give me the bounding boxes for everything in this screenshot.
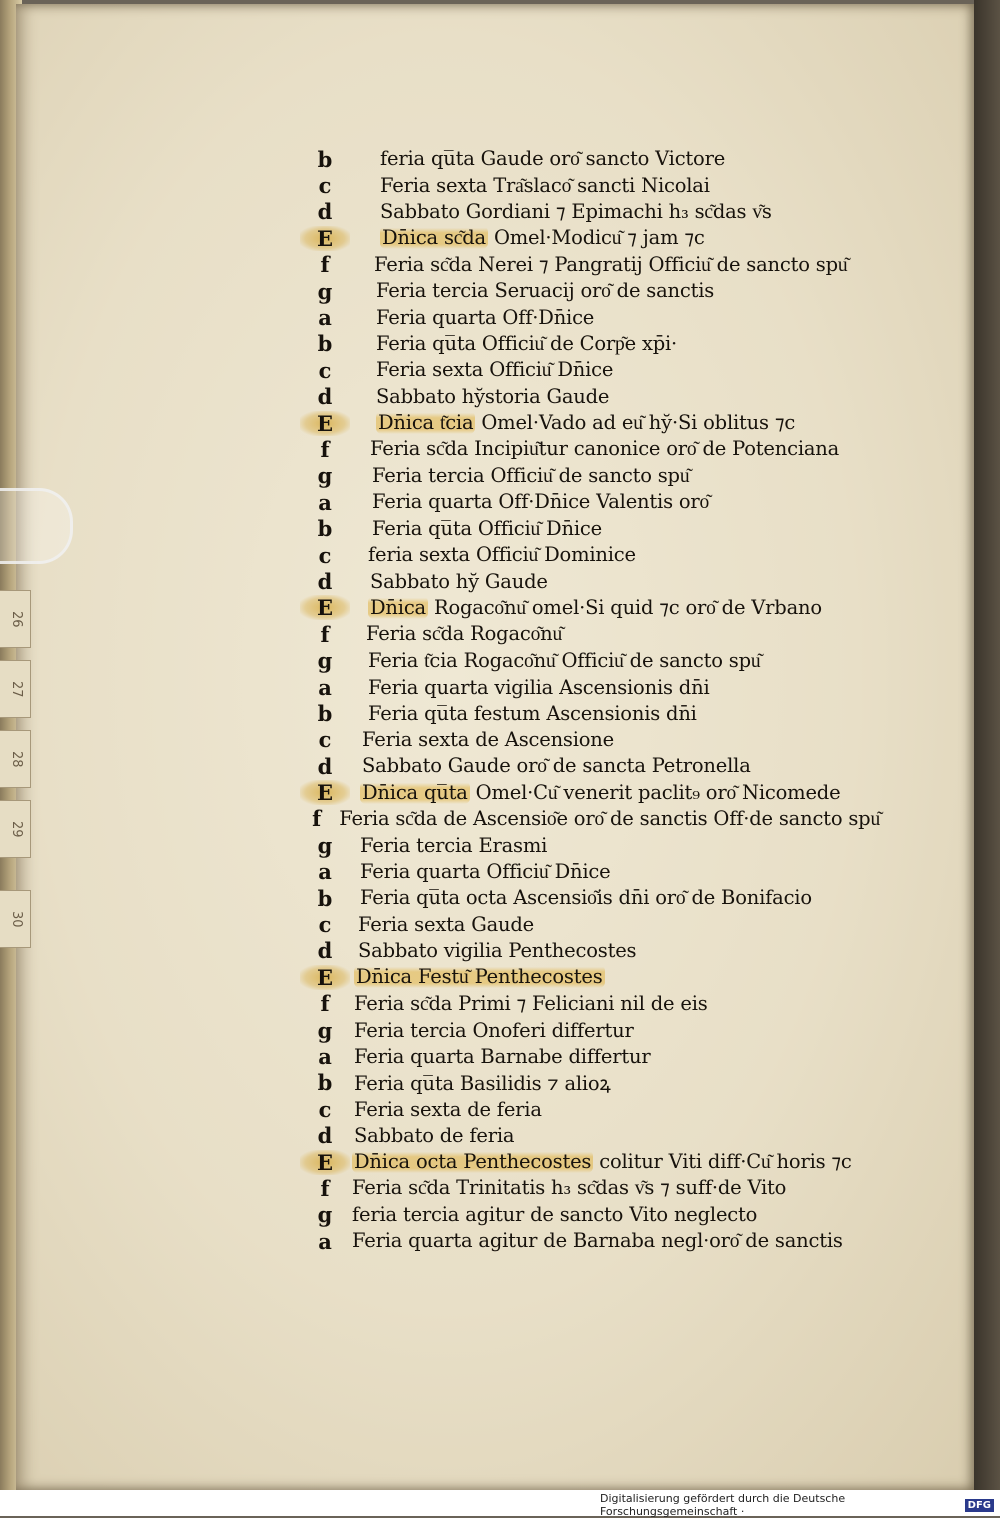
calendar-row bbox=[300, 779, 880, 805]
index-tab: 27 bbox=[0, 660, 31, 718]
entry-text: Feria quarta Barnabe differtur bbox=[354, 1044, 651, 1068]
dominical-letter: E bbox=[300, 595, 350, 620]
calendar-row bbox=[300, 938, 880, 964]
calendar-row bbox=[300, 1017, 880, 1043]
dominical-letter: b bbox=[317, 1070, 333, 1096]
dominical-letter: E bbox=[300, 965, 350, 990]
rubricated-text: Dn̄ica bbox=[370, 595, 426, 619]
dominical-letter: d bbox=[317, 1123, 333, 1149]
calendar-row bbox=[300, 1228, 880, 1254]
calendar-row bbox=[300, 225, 880, 251]
entry-text: Feria sc͂da de Ascensio͂e oro͂ de sanctis Off·de sancto spu͂ bbox=[339, 806, 880, 830]
calendar-row bbox=[300, 252, 880, 278]
entry-text: Feria sc͂da Primi ⁊ Feliciani nil de eis bbox=[354, 991, 708, 1015]
entry-text: Feria sc͂da Rogaco͂nu͂ bbox=[366, 622, 563, 646]
calendar-entry bbox=[354, 1019, 634, 1042]
entry-text: Omel·Vado ad eu͂ hy̆·Si oblitus ⁊c bbox=[475, 411, 796, 435]
dominical-letter: f bbox=[320, 436, 330, 462]
entry-text: Feria qu̅ta Officiu͂ de Corp͂e xp̄i· bbox=[376, 331, 678, 355]
calendar-entry bbox=[354, 1124, 514, 1147]
dominical-letter: b bbox=[317, 885, 333, 911]
calendar-row bbox=[300, 515, 880, 541]
calendar-entry bbox=[368, 676, 709, 699]
calendar-entry bbox=[360, 886, 812, 910]
entry-text: Feria sexta Tra͂slaco͂ sancti Nicolai bbox=[380, 173, 710, 197]
entry-text: Feria sc͂da Trinitatis h₃ sc͂das v͂s ⁊ suff·de Vito bbox=[352, 1176, 787, 1200]
entry-text: Feria tercia Onoferi differtur bbox=[354, 1018, 634, 1042]
dominical-letter: c bbox=[318, 542, 332, 568]
calendar-row bbox=[300, 727, 880, 753]
entry-text: colitur Viti diff·Cu͂ horis ⁊c bbox=[593, 1150, 852, 1174]
calendar-row bbox=[300, 542, 880, 568]
rubricated-text: Dn̄ica Festu͂ Penthecostes bbox=[356, 965, 603, 989]
dominical-letter: c bbox=[318, 173, 332, 199]
entry-text: Feria sc͂da Nerei ⁊ Pangratij Officiu͂ de sancto spu͂ bbox=[374, 252, 848, 276]
entry-text: Feria sexta de feria bbox=[354, 1097, 542, 1121]
dominical-letter: g bbox=[317, 1202, 333, 1228]
calendar-entry bbox=[352, 1176, 786, 1200]
dominical-letter: a bbox=[318, 859, 332, 885]
dominical-letter: c bbox=[318, 357, 332, 383]
entry-text: Sabbato hy̆storia Gaude bbox=[376, 385, 610, 409]
dominical-letter: E bbox=[300, 1150, 350, 1175]
calendar-row bbox=[300, 199, 880, 225]
dominical-letter: E bbox=[300, 411, 350, 436]
calendar-row bbox=[300, 410, 880, 436]
calendar-entry bbox=[339, 807, 880, 831]
index-tab: 26 bbox=[0, 590, 31, 648]
calendar-entry bbox=[376, 358, 613, 382]
entry-text: Feria quarta vigilia Ascensionis dn̄i bbox=[368, 675, 710, 699]
calendar-entry bbox=[354, 965, 605, 989]
calendar-row bbox=[300, 568, 880, 594]
entry-text: Feria quarta Off·Dn̄ice bbox=[376, 306, 595, 330]
dominical-letter: E bbox=[300, 226, 350, 251]
calendar-entry bbox=[368, 596, 822, 620]
calendar-row bbox=[300, 384, 880, 410]
dominical-letter: f bbox=[320, 1175, 330, 1201]
entry-text: Feria quarta Off·Dn̄ice Valentis oro͂ bbox=[372, 490, 710, 514]
entry-text: feria tercia agitur de sancto Vito neglecto bbox=[352, 1203, 758, 1227]
dominical-letter: a bbox=[318, 305, 332, 331]
calendar-entry bbox=[358, 939, 636, 962]
calendar-entry bbox=[352, 1203, 757, 1226]
entry-text: Feria sexta de Ascensione bbox=[362, 728, 615, 752]
entry-text: feria qu̅ta Gaude oro͂ sancto Victore bbox=[380, 147, 726, 171]
dominical-letter: a bbox=[318, 1228, 332, 1254]
calendar-row bbox=[300, 1149, 880, 1175]
dominical-letter: b bbox=[317, 331, 333, 357]
calendar-entry bbox=[368, 702, 697, 725]
calendar-entry bbox=[380, 200, 772, 224]
calendar-listing bbox=[300, 146, 880, 1254]
dominical-letter: g bbox=[317, 1017, 333, 1043]
dominical-letter: f bbox=[320, 991, 330, 1017]
calendar-row bbox=[300, 436, 880, 462]
calendar-row bbox=[300, 1122, 880, 1148]
calendar-entry bbox=[376, 332, 677, 356]
dominical-letter: a bbox=[318, 674, 332, 700]
entry-text: Sabbato de feria bbox=[354, 1124, 515, 1148]
calendar-entry bbox=[360, 860, 611, 884]
calendar-row bbox=[300, 674, 880, 700]
entry-text: Feria t͂cia Rogaco͂nu͂ Officiu͂ de sancto spu͂ bbox=[368, 648, 761, 672]
calendar-row bbox=[300, 991, 880, 1017]
entry-text: Rogaco͂nu͂ omel·Si quid ⁊c oro͂ de Vrbano bbox=[427, 595, 822, 619]
dominical-letter: g bbox=[317, 832, 333, 858]
calendar-entry bbox=[352, 1150, 852, 1174]
calendar-row bbox=[300, 172, 880, 198]
dominical-letter: c bbox=[318, 1096, 332, 1122]
index-tab: 29 bbox=[0, 800, 31, 858]
calendar-entry bbox=[358, 913, 534, 936]
calendar-entry bbox=[360, 781, 840, 805]
entry-text: Feria tercia Officiu͂ de sancto spu͂ bbox=[372, 463, 690, 487]
entry-text: Feria sexta Officiu͂ Dn̄ice bbox=[376, 358, 614, 382]
calendar-entry bbox=[372, 490, 709, 514]
calendar-row bbox=[300, 911, 880, 937]
calendar-row bbox=[300, 806, 880, 832]
entry-text: Feria sexta Gaude bbox=[358, 913, 534, 937]
entry-text: Feria tercia Seruacij oro͂ de sanctis bbox=[376, 279, 715, 303]
calendar-entry bbox=[372, 517, 602, 541]
footer-text: Digitalisierung gefördert durch die Deutsche Forschungsgemeinschaft · bbox=[600, 1492, 846, 1518]
calendar-entry bbox=[380, 226, 705, 250]
dominical-letter: b bbox=[317, 146, 333, 172]
dominical-letter: g bbox=[317, 278, 333, 304]
calendar-row bbox=[300, 304, 880, 330]
dominical-letter: b bbox=[317, 700, 333, 726]
dominical-letter: a bbox=[318, 489, 332, 515]
calendar-row bbox=[300, 753, 880, 779]
dominical-letter: d bbox=[317, 199, 333, 225]
calendar-entry bbox=[376, 279, 714, 303]
calendar-row bbox=[300, 1175, 880, 1201]
calendar-row bbox=[300, 357, 880, 383]
calendar-row bbox=[300, 964, 880, 990]
calendar-row bbox=[300, 489, 880, 515]
entry-text: Sabbato Gordiani ⁊ Epimachi h₃ sc͂das v͂s bbox=[380, 199, 772, 223]
rubricated-text: Dn̄ica t͂cia bbox=[378, 411, 474, 435]
entry-text: Feria sc͂da Incipiu͂tur canonice oro͂ de Potenciana bbox=[370, 437, 840, 461]
dominical-letter: E bbox=[300, 780, 350, 805]
calendar-row bbox=[300, 832, 880, 858]
entry-text: Feria qu̅ta Basilidis ⁊ alioꝝ bbox=[354, 1072, 611, 1096]
dominical-letter: d bbox=[317, 568, 333, 594]
dominical-letter: b bbox=[317, 516, 333, 542]
calendar-entry bbox=[376, 385, 609, 408]
rubricated-text: Dn̄ica qu̅ta bbox=[362, 780, 468, 804]
calendar-row bbox=[300, 463, 880, 489]
dfg-logo: DFG bbox=[965, 1499, 994, 1512]
calendar-row bbox=[300, 621, 880, 647]
calendar-entry bbox=[354, 1098, 542, 1121]
entry-text: Sabbato Gaude oro͂ de sancta Petronella bbox=[362, 754, 751, 778]
rubricated-text: Dn̄ica octa Penthecostes bbox=[354, 1150, 592, 1174]
dominical-letter: d bbox=[317, 384, 333, 410]
rubricated-text: Dn̄ica sc͂da bbox=[382, 226, 486, 250]
calendar-entry bbox=[362, 754, 751, 778]
entry-text: Feria qu̅ta octa Ascensio͂is dn̄i oro͂ de Bonifacio bbox=[360, 886, 812, 910]
calendar-entry bbox=[370, 437, 839, 461]
dominical-letter: a bbox=[318, 1043, 332, 1069]
calendar-entry bbox=[366, 622, 562, 646]
calendar-row bbox=[300, 146, 880, 172]
entry-text: Feria tercia Erasmi bbox=[360, 833, 548, 857]
page-gutter-right bbox=[974, 0, 1000, 1490]
calendar-entry bbox=[376, 306, 594, 329]
calendar-entry bbox=[370, 570, 548, 593]
calendar-row bbox=[300, 1070, 880, 1096]
entry-text: Feria quarta agitur de Barnaba negl·oro͂ de sanctis bbox=[352, 1229, 843, 1253]
calendar-row bbox=[300, 331, 880, 357]
calendar-entry bbox=[352, 1229, 843, 1253]
calendar-entry bbox=[368, 649, 760, 673]
entry-text: Feria qu̅ta festum Ascensionis dn̄i bbox=[368, 701, 697, 725]
dominical-letter: c bbox=[318, 727, 332, 753]
dominical-letter: g bbox=[317, 463, 333, 489]
calendar-row bbox=[300, 1043, 880, 1069]
calendar-row bbox=[300, 1096, 880, 1122]
calendar-row bbox=[300, 278, 880, 304]
entry-text: Omel·Modicu͂ ⁊ jam ⁊c bbox=[487, 226, 705, 250]
dominical-letter: g bbox=[317, 648, 333, 674]
index-tab: 28 bbox=[0, 730, 31, 788]
entry-text: Sabbato vigilia Penthecostes bbox=[358, 939, 637, 963]
entry-text: Omel·Cu͂ venerit paclit₉ oro͂ Nicomede bbox=[469, 780, 841, 804]
dominical-letter: f bbox=[312, 806, 322, 832]
footer-credit bbox=[600, 1494, 1000, 1516]
calendar-entry bbox=[354, 1045, 650, 1068]
entry-text: Feria quarta Officiu͂ Dn̄ice bbox=[360, 859, 611, 883]
paper-clip bbox=[0, 488, 73, 564]
dominical-letter: d bbox=[317, 753, 333, 779]
entry-text: Sabbato hy̆ Gaude bbox=[370, 569, 548, 593]
calendar-entry bbox=[368, 543, 636, 567]
calendar-entry bbox=[362, 728, 614, 751]
calendar-entry bbox=[380, 147, 725, 171]
calendar-entry bbox=[374, 253, 847, 277]
entry-text: Feria qu̅ta Officiu͂ Dn̄ice bbox=[372, 516, 602, 540]
calendar-entry bbox=[376, 411, 795, 435]
calendar-row bbox=[300, 859, 880, 885]
calendar-row bbox=[300, 885, 880, 911]
entry-text: feria sexta Officiu͂ Dominice bbox=[368, 543, 636, 567]
dominical-letter: c bbox=[318, 912, 332, 938]
calendar-row bbox=[300, 647, 880, 673]
calendar-row bbox=[300, 1202, 880, 1228]
calendar-entry bbox=[380, 174, 710, 198]
dominical-letter: f bbox=[320, 252, 330, 278]
dominical-letter: d bbox=[317, 938, 333, 964]
calendar-row bbox=[300, 595, 880, 621]
dominical-letter: f bbox=[320, 621, 330, 647]
calendar-row bbox=[300, 700, 880, 726]
calendar-entry bbox=[372, 464, 689, 488]
index-tab: 30 bbox=[0, 890, 31, 948]
calendar-entry bbox=[354, 1069, 611, 1096]
calendar-entry bbox=[360, 834, 547, 857]
calendar-entry bbox=[354, 992, 708, 1016]
